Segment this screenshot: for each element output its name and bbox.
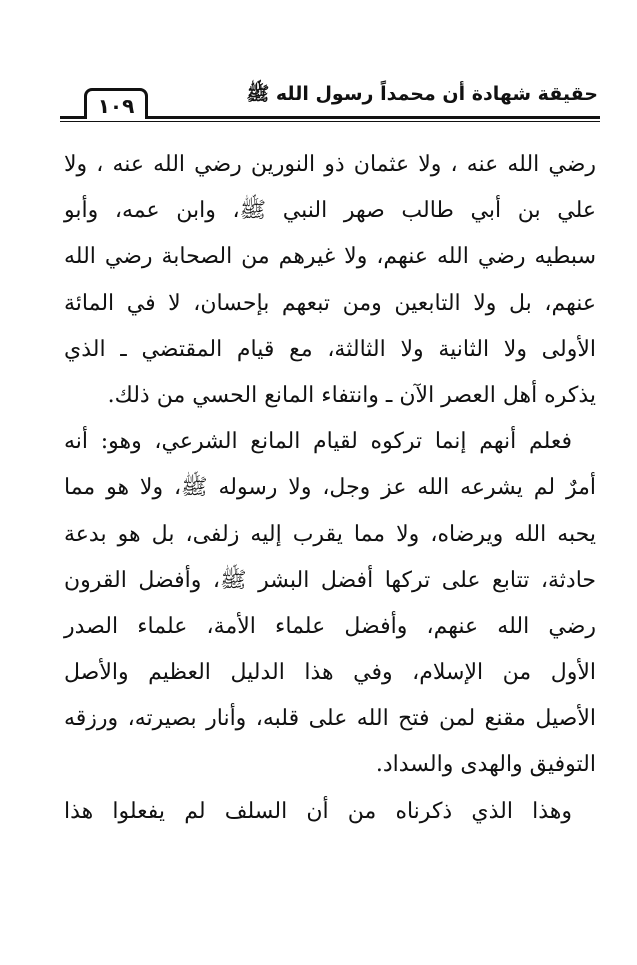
page-number: ١٠٩ [84, 88, 148, 119]
text-line: التوفيق والهدى والسداد. [375, 752, 596, 778]
text-line: وهذا الذي ذكرناه من أن السلف لم يفعلوا هذا [64, 798, 572, 824]
text-line: الأصيل مقنع لمن فتح الله على قلبه، وأنار بصيرته، ورزقه [64, 706, 596, 732]
text-line: عنهم، بل ولا التابعين ومن تبعهم بإحسان، لا في المائة [64, 290, 596, 316]
text-line: علي بن أبي طالب صهر النبي ﷺ، وابن عمه، وأبو [64, 198, 596, 224]
running-header [60, 74, 600, 118]
body-text [64, 142, 596, 835]
header-rule-thin [60, 121, 600, 122]
text-line: حادثة، تتابع على تركها أفضل البشر ﷺ، وأفضل القرون [64, 567, 596, 593]
text-line: يحبه الله ويرضاه، ولا مما يقرب إليه زلفى، بل هو بدعة [64, 521, 596, 547]
text-line: الأول من الإسلام، وفي هذا الدليل العظيم والأصل [64, 660, 596, 686]
text-line: رضي الله عنه ، ولا عثمان ذو النورين رضي الله عنه ، ولا [64, 152, 596, 177]
text-line: الأولى ولا الثانية ولا الثالثة، مع قيام المقتضي ـ الذي [64, 336, 596, 362]
text-line: فعلم أنهم إنما تركوه لقيام المانع الشرعي، وهو: أنه [64, 429, 572, 455]
running-title: حقيقة شهادة أن محمداً رسول الله ﷺ [246, 83, 598, 105]
text-line: رضي الله عنهم، وأفضل علماء الأمة، علماء الصدر [64, 613, 596, 639]
text-line: سبطيه رضي الله عنهم، ولا غيرهم من الصحابة رضي الله [64, 244, 596, 270]
text-line: أمرٌ لم يشرعه الله عز وجل، ولا رسوله ﷺ، ولا هو مما [64, 475, 596, 501]
text-line: يذكره أهل العصر الآن ـ وانتفاء المانع الحسي من ذلك. [107, 382, 596, 408]
